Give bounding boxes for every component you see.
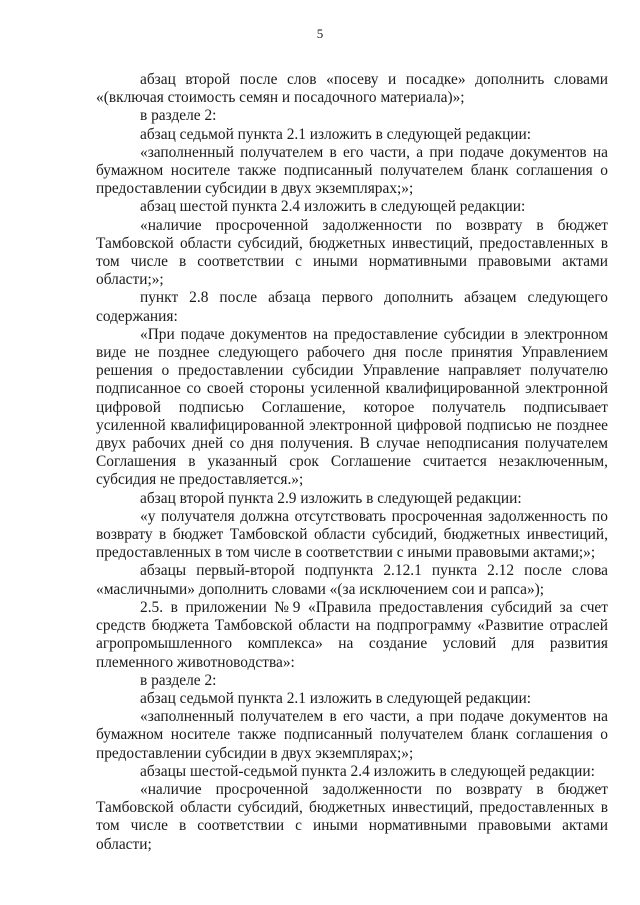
paragraph: в разделе 2: (140, 671, 217, 689)
paragraph: абзац второй после слов «посеву и посадке» дополнить словами «(включая стоимость семян и посадочного материала)»; (96, 71, 608, 107)
paragraph: абзац шестой пункта 2.4 изложить в следующей редакции: (140, 198, 526, 216)
paragraph: «заполненный получателем в его части, а при подаче документов на бумажном носителе также подписанный получателем бланк соглашения о предоставлении субсидии в двух экземплярах;»; (96, 143, 608, 198)
paragraph: «наличие просроченной задолженности по возврату в бюджет Тамбовской области субсидий, бюджетных инвестиций, предоставленных в том числе в соответствии с иными нормативными правовыми актами области;»; (96, 216, 608, 289)
paragraph: «у получателя должна отсутствовать просроченная задолженность по возврату в бюджет Тамбовской области субсидий, бюджетных инвестиций, предоставленных в том числе в соответствии с иными правовыми актами;»; (96, 507, 608, 562)
paragraph: абзац второй пункта 2.9 изложить в следующей редакции: (140, 489, 522, 507)
paragraph: абзацы первый-второй подпункта 2.12.1 пункта 2.12 после слова «масличными» дополнить словами «(за исключением сои и рапса»); (96, 562, 608, 598)
page-number: 5 (316, 26, 324, 41)
paragraph: абзацы шестой-седьмой пункта 2.4 изложить в следующей редакции: (140, 762, 595, 780)
paragraph: «наличие просроченной задолженности по возврату в бюджет Тамбовской области субсидий, бюджетных инвестиций, предоставленных в том числе в соответствии с иными нормативными правовыми актами области; (96, 780, 608, 853)
paragraph: «заполненный получателем в его части, а при подаче документов на бумажном носителе также подписанный получателем бланк соглашения о предоставлении субсидии в двух экземплярах;»; (96, 708, 608, 762)
paragraph: абзац седьмой пункта 2.1 изложить в следующей редакции: (140, 689, 532, 707)
paragraph: 2.5. в приложении №9 «Правила предоставления субсидий за счет средств бюджета Тамбовской области на подпрограмму «Развитие отраслей агропромышленного комплекса» на создание условий для развития племенного животноводства»: (96, 598, 608, 671)
paragraph: «При подаче документов на предоставление субсидии в электронном виде не позднее следующего рабочего дня после принятия Управлением решения о предоставлении субсидии Управление направляет получателю подписанное со своей стороны усиленной квалифицированной электронной цифровой подписью Соглашение, которое получатель подписывает усиленной квалифицированной электронной цифровой подписью не позднее двух рабочих дней со дня получения. В случае неподписания получателем Соглашения в указанный срок Соглашение считается незаключенным, субсидия не предоставляется.»; (96, 325, 608, 489)
paragraph: абзац седьмой пункта 2.1 изложить в следующей редакции: (140, 125, 532, 143)
paragraph: в разделе 2: (140, 107, 217, 125)
paragraph: пункт 2.8 после абзаца первого дополнить абзацем следующего содержания: (96, 289, 608, 325)
document-body (96, 71, 608, 854)
